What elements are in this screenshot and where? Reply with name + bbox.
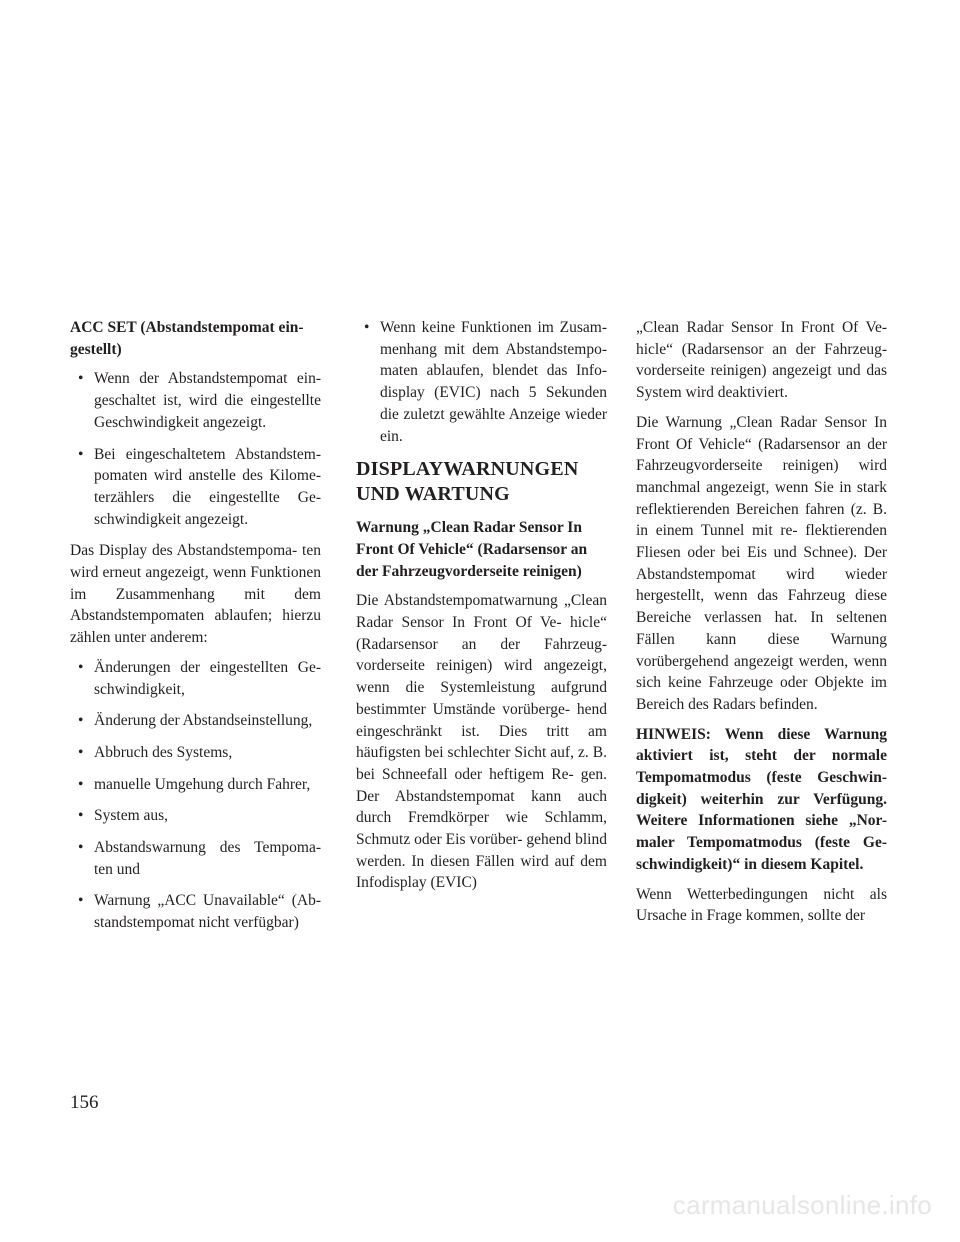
list-item: • Warnung „ACC Unavailable“ (Ab- standstempomat nicht verfügbar) — [70, 890, 321, 933]
bullet-list-acc-set — [70, 368, 321, 530]
paragraph-continued: „Clean Radar Sensor In Front Of Ve- hicle“ (Radarsensor an der Fahrzeug- vorderseite reinigen) angezeigt und das System wird deaktiviert. — [636, 319, 887, 402]
section-title: DISPLAYWARNUNGEN UND WARTUNG — [356, 458, 579, 506]
list-item: • manuelle Umgehung durch Fahrer, — [70, 774, 321, 796]
paragraph-radar-warning: Die Abstandstempomatwarnung „Clean Radar Sensor In Front Of Ve- hicle“ (Radarsensor an der Fahrzeug- vorderseite reinigen) wird angezeigt, wenn die Systemleistung aufgrund bestimmter Umstände vorüberge- hend eingeschränkt ist. Dies tritt am häufigsten bei schlechter Sicht auf, z. B. bei Schneefall oder heftigem Re- gen. Der Abstandstempomat kann auch durch Fremdkörper wie Schlamm, Schmutz oder Eis vorüber- gehend blind werden. In diesen Fällen wird auf dem Infodisplay (EVIC) — [356, 592, 607, 892]
list-item: • Abstandswarnung des Tempoma- ten und — [70, 837, 321, 880]
column-middle — [356, 317, 607, 902]
paragraph-weather: Wenn Wetterbedingungen nicht als Ursache in Frage kommen, sollte der — [636, 885, 887, 925]
note-hinweis: HINWEIS: Wenn diese Warnung aktiviert ist, steht der normale Tempomatmodus (feste Geschwin- digkeit) weiterhin zur Verfügung. Weitere Informationen siehe „Nor- maler Tempomatmodus (feste Ge- schwindigkeit)“ in diesem Kapitel. — [636, 725, 887, 873]
list-item: • Wenn der Abstandstempomat ein- geschaltet ist, wird die eingestellte Geschwindigkeit angezeigt. — [70, 368, 321, 433]
list-item: • Änderung der Abstandseinstellung, — [70, 710, 321, 732]
paragraph-reflective-areas: Die Warnung „Clean Radar Sensor In Front Of Vehicle“ (Radarsensor an der Fahrzeugvorderseite reinigen) wird manchmal angezeigt, wenn Sie in stark reflektierenden Bereichen fahren (z. B. in einem Tunnel mit re- flektierenden Fliesen oder bei Eis und Schnee). Der Abstandstempomat wird wieder hergestellt, wenn das Fahrzeug diese Bereiche verlassen hat. In seltenen Fällen kann diese Warnung vorübergehend angezeigt werden, wenn sich keine Fahrzeuge oder Objekte im Bereich des Radars befinden. — [636, 413, 887, 713]
heading-acc-set: ACC SET (Abstandstempomat ein- gestellt) — [70, 319, 304, 358]
list-item: • Wenn keine Funktionen im Zusam- menhang mit dem Abstandstempo- maten ablaufen, blendet das Info- display (EVIC) nach 5 Sekunden die zuletzt gewählte Anzeige wieder ein. — [356, 317, 607, 447]
paragraph-display-info: Das Display des Abstandstempoma- ten wird erneut angezeigt, wenn Funktionen im Zusammenhang mit dem Abstandstempomaten ablaufen; hierzu zählen unter anderem: — [70, 542, 321, 647]
list-item: • Bei eingeschaltetem Abstandstem- pomaten wird anstelle des Kilome- terzählers die eingestellte Ge- schwindigkeit angezeigt. — [70, 444, 321, 531]
list-item: • Abbruch des Systems, — [70, 742, 321, 764]
bullet-list-functions — [70, 657, 321, 934]
column-right — [636, 317, 887, 935]
page-number: 156 — [70, 1092, 99, 1113]
bullet-list-evic — [356, 317, 607, 447]
watermark[interactable]: carmanualsonline.info — [672, 1190, 932, 1220]
list-item: • System aus, — [70, 805, 321, 827]
subheading-clean-radar: Warnung „Clean Radar Sensor In Front Of Vehicle“ (Radarsensor an der Fahrzeugvorderseite reinigen) — [356, 519, 588, 580]
list-item: • Änderungen der eingestellten Ge- schwindigkeit, — [70, 657, 321, 700]
column-left — [70, 317, 321, 944]
